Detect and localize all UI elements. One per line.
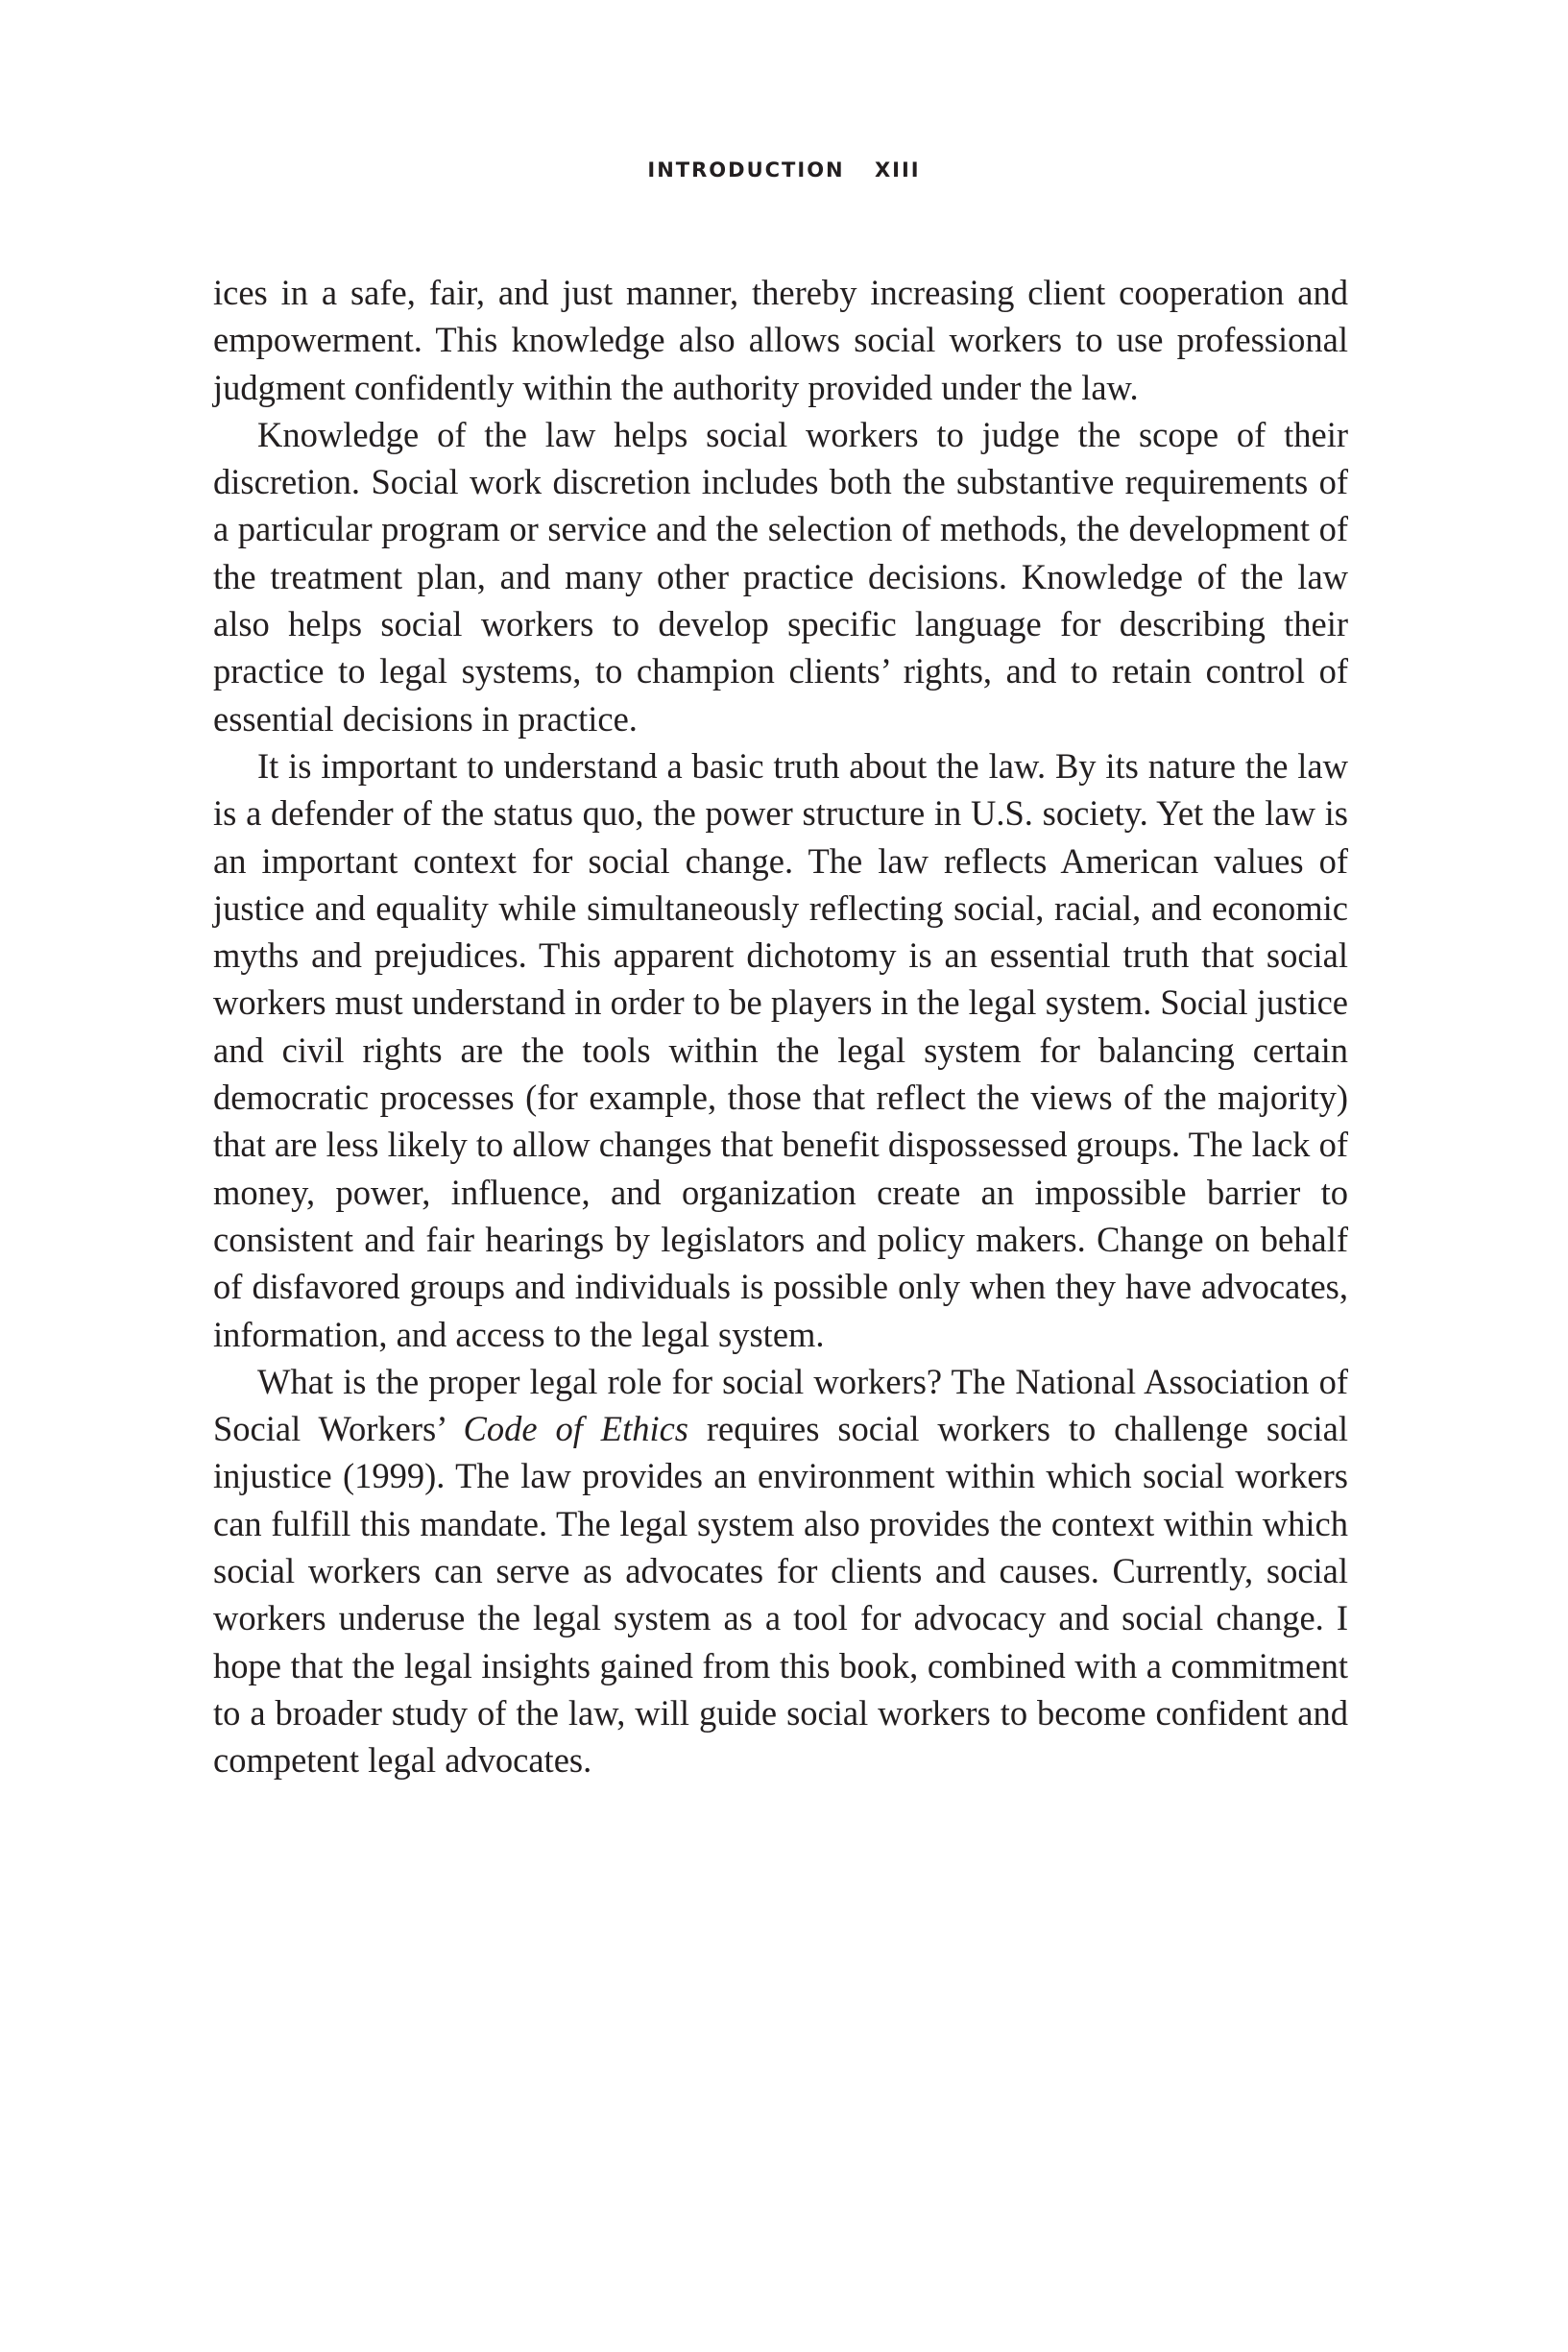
running-head [0, 158, 1568, 182]
paragraph-3: It is important to understand a basic truth about the law. By its nature the law is a defender of the status quo, the power structure in U.S. society. Yet the law is an important context for social change. The law reflects American values of justice and equality while simultaneously reflecting social, racial, and economic myths and prejudices. This apparent dichotomy is an essential truth that social workers must understand in order to be players in the legal system. Social justice and civil rights are the tools within the legal system for balancing certain democratic processes (for example, those that reflect the views of the majority) that are less likely to allow changes that benefit dispossessed groups. The lack of money, power, influence, and organization create an impossible barrier to consistent and fair hearings by legislators and policy makers. Change on behalf of disfavored groups and individuals is possible only when they have advocates, information, and access to the legal system. [213, 745, 1348, 1354]
paragraph-2: Knowledge of the law helps social workers to judge the scope of their discretion. Social work discretion includes both the substantive requirements of a particular program or service and the selection of methods, the development of the treatment plan, and many other practice decisions. Knowledge of the law also helps social workers to develop specific language for describing their practice to legal systems, to champion clients’ rights, and to retain control of essential decisions in practice. [213, 414, 1348, 739]
paragraph-1: ices in a safe, fair, and just manner, thereby increasing client cooperation and empowerment. This knowledge also allows social workers to use professional judgment confidently within the authority provided under the law. [213, 273, 1348, 407]
page-number: XIII [874, 158, 921, 182]
book-title-code-of-ethics: Code of Ethics [463, 1409, 688, 1449]
paragraph-4 [213, 1358, 1348, 1784]
paragraph-4-text-after: requires social workers to challenge social injustice (1999). The law provides an environment within which social workers can fulfill this mandate. The legal system also provides the context within which social workers can serve as advocates for clients and causes. Currently, social workers underuse the legal system as a tool for advocacy and social change. I hope that the legal insights gained from this book, combined with a commitment to a broader study of the law, will guide social workers to become confident and competent legal advocates. [213, 1409, 1348, 1781]
paragraph-4-text-before: What is the proper legal role for social workers? The National Association of Social Workers’ [213, 1361, 1348, 1449]
running-head-title: INTRODUCTION [647, 158, 845, 182]
body-text [213, 269, 1348, 1784]
